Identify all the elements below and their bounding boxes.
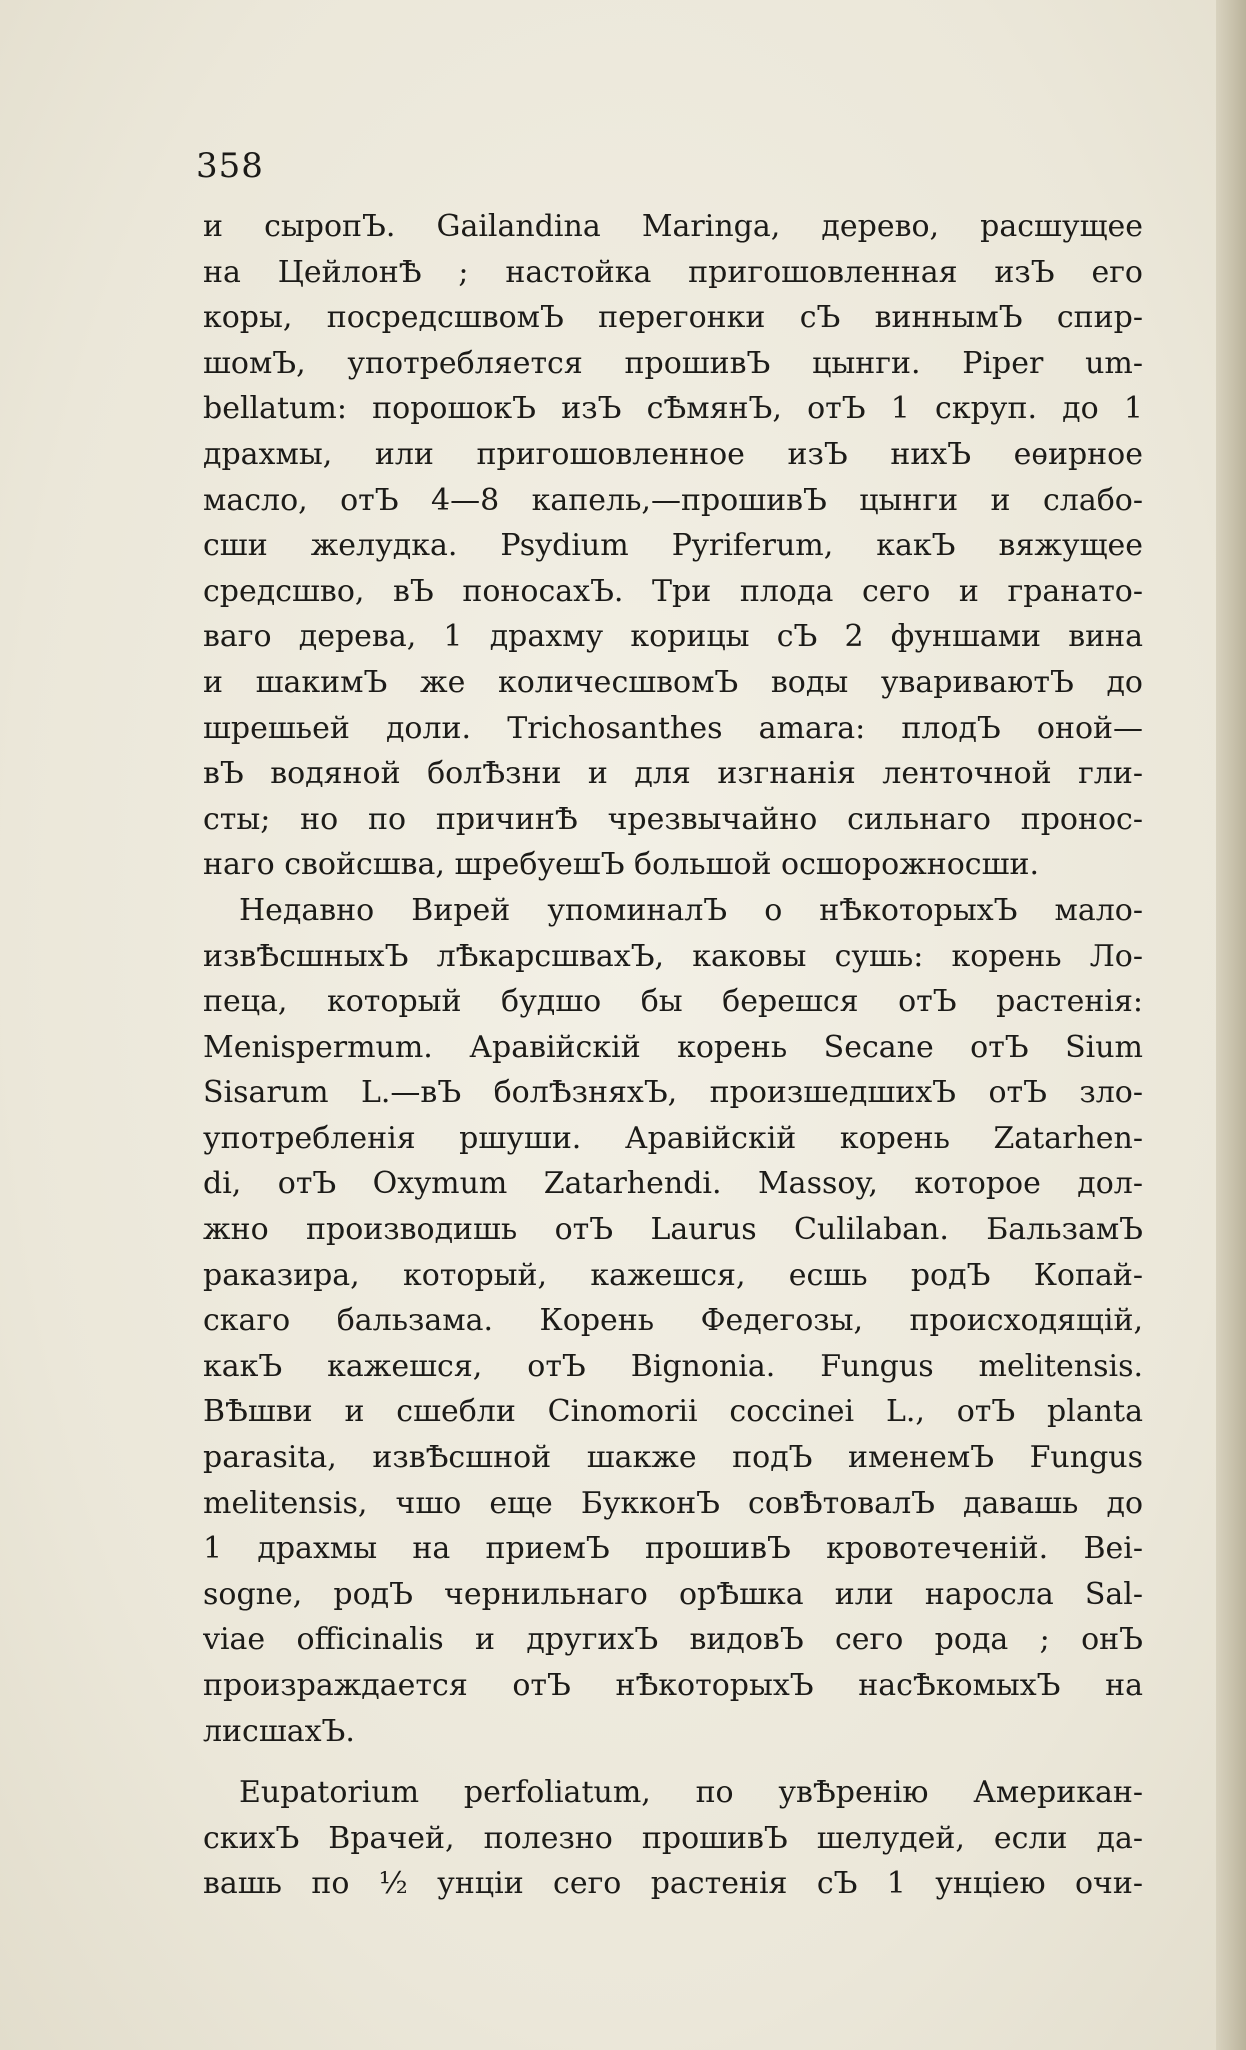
text-line: parasita, извѢсшной шакже подЪ именемЪ Fungus	[203, 1440, 1143, 1476]
text-line: Sisarum L.—вЪ болѢзняхЪ, произшедшихЪ отЪ зло-	[203, 1075, 1143, 1111]
text-line: коры, посредсшвомЪ перегонки сЪ виннымЪ спир-	[203, 300, 1143, 336]
text-line: лисшахЪ.	[203, 1713, 355, 1749]
text-line: шрешьей доли. Trichosanthes amara: плодЪ оной—	[203, 710, 1143, 746]
page-number: 358	[196, 146, 264, 186]
text-line: Eupatorium perfoliatum, по увѢренію Американ-	[239, 1775, 1143, 1811]
text-line: и сыропЪ. Gailandina Maringa, дерево, расшущее	[203, 209, 1143, 244]
text-line: bellatum: порошокЪ изЪ сѢмянЪ, отЪ 1 скруп. до 1	[203, 391, 1143, 427]
body-text	[203, 204, 1143, 1907]
text-line: на ЦейлонѢ ; настойка пригошовленная изЪ его	[203, 254, 1143, 290]
text-line: viae officinalis и другихЪ видовЪ сего рода ; онЪ	[203, 1622, 1143, 1658]
text-line: раказира, который, кажешся, есшь родЪ Копай-	[203, 1257, 1143, 1293]
text-line: произраждается отЪ нѢкоторыхЪ насѢкомыхЪ на	[203, 1668, 1143, 1703]
text-line: вЪ водяной болѢзни и для изгнанія ленточной гли-	[203, 756, 1143, 792]
text-line: скихЪ Врачей, полезно прошивЪ шелудей, если да-	[203, 1820, 1143, 1856]
text-line: скаго бальзама. Корень Федегозы, происходящій,	[203, 1303, 1143, 1339]
paragraph-gap	[203, 1754, 1143, 1770]
text-line: какЪ кажешся, отЪ Bignonia. Fungus melitensis.	[203, 1348, 1143, 1384]
text-line: ВѢшви и сшебли Cinomorii coccinei L., отЪ planta	[203, 1394, 1143, 1430]
text-line: melitensis, чшо еще БукконЪ совѢтовалЪ давашь до	[203, 1485, 1143, 1521]
text-line: ваго дерева, 1 драхму корицы сЪ 2 фуншами вина	[203, 619, 1143, 655]
text-line: 1 драхмы на приемЪ прошивЪ кровотеченій. Bei-	[203, 1531, 1143, 1567]
page-edge-shadow	[1216, 0, 1246, 2050]
text-line: сты; но по причинѢ чрезвычайно сильнаго пронос-	[203, 801, 1143, 837]
text-line: драхмы, или пригошовленное изЪ нихЪ еѳирное	[203, 436, 1143, 472]
text-line: масло, отЪ 4—8 капель,—прошивЪ цынги и слабо-	[203, 482, 1143, 518]
text-line: sogne, родЪ чернильнаго орѢшка или нарослa Sal-	[203, 1576, 1143, 1612]
text-line: извѢсшныхЪ лѢкарсшвахЪ, каковы сушь: корень Ло-	[203, 938, 1143, 974]
text-line: жно производишь отЪ Laurus Culilaban. БальзамЪ	[203, 1212, 1143, 1248]
text-line: di, отЪ Oxymum Zatarhendi. Massoy, которое дол-	[203, 1166, 1143, 1202]
text-line: Menispermum. Аравійскій корень Secane отЪ Sium	[203, 1029, 1143, 1065]
text-line: вашь по ½ унціи сего растенія сЪ 1 унціею очи-	[203, 1866, 1143, 1902]
text-line: пеца, который будшо бы берешся отЪ растенія:	[203, 984, 1143, 1020]
text-line: шомЪ, употребляется прошивЪ цынги. Piper um-	[203, 345, 1143, 381]
text-line: Недавно Вирей упоминалЪ о нѢкоторыхЪ мало-	[239, 892, 1143, 928]
text-line: средсшво, вЪ поносахЪ. Три плода сего и гранато-	[203, 573, 1143, 609]
text-line: сши желудка. Psydium Pyriferum, какЪ вяжущее	[203, 528, 1143, 564]
text-line: употребленія ршуши. Аравійскій корень Zatarhen-	[203, 1120, 1143, 1156]
text-line: наго свойсшва, шребуешЪ большой осшорожносши.	[203, 847, 1040, 883]
text-line: и шакимЪ же количесшвомЪ воды увариваютЪ до	[203, 664, 1143, 700]
